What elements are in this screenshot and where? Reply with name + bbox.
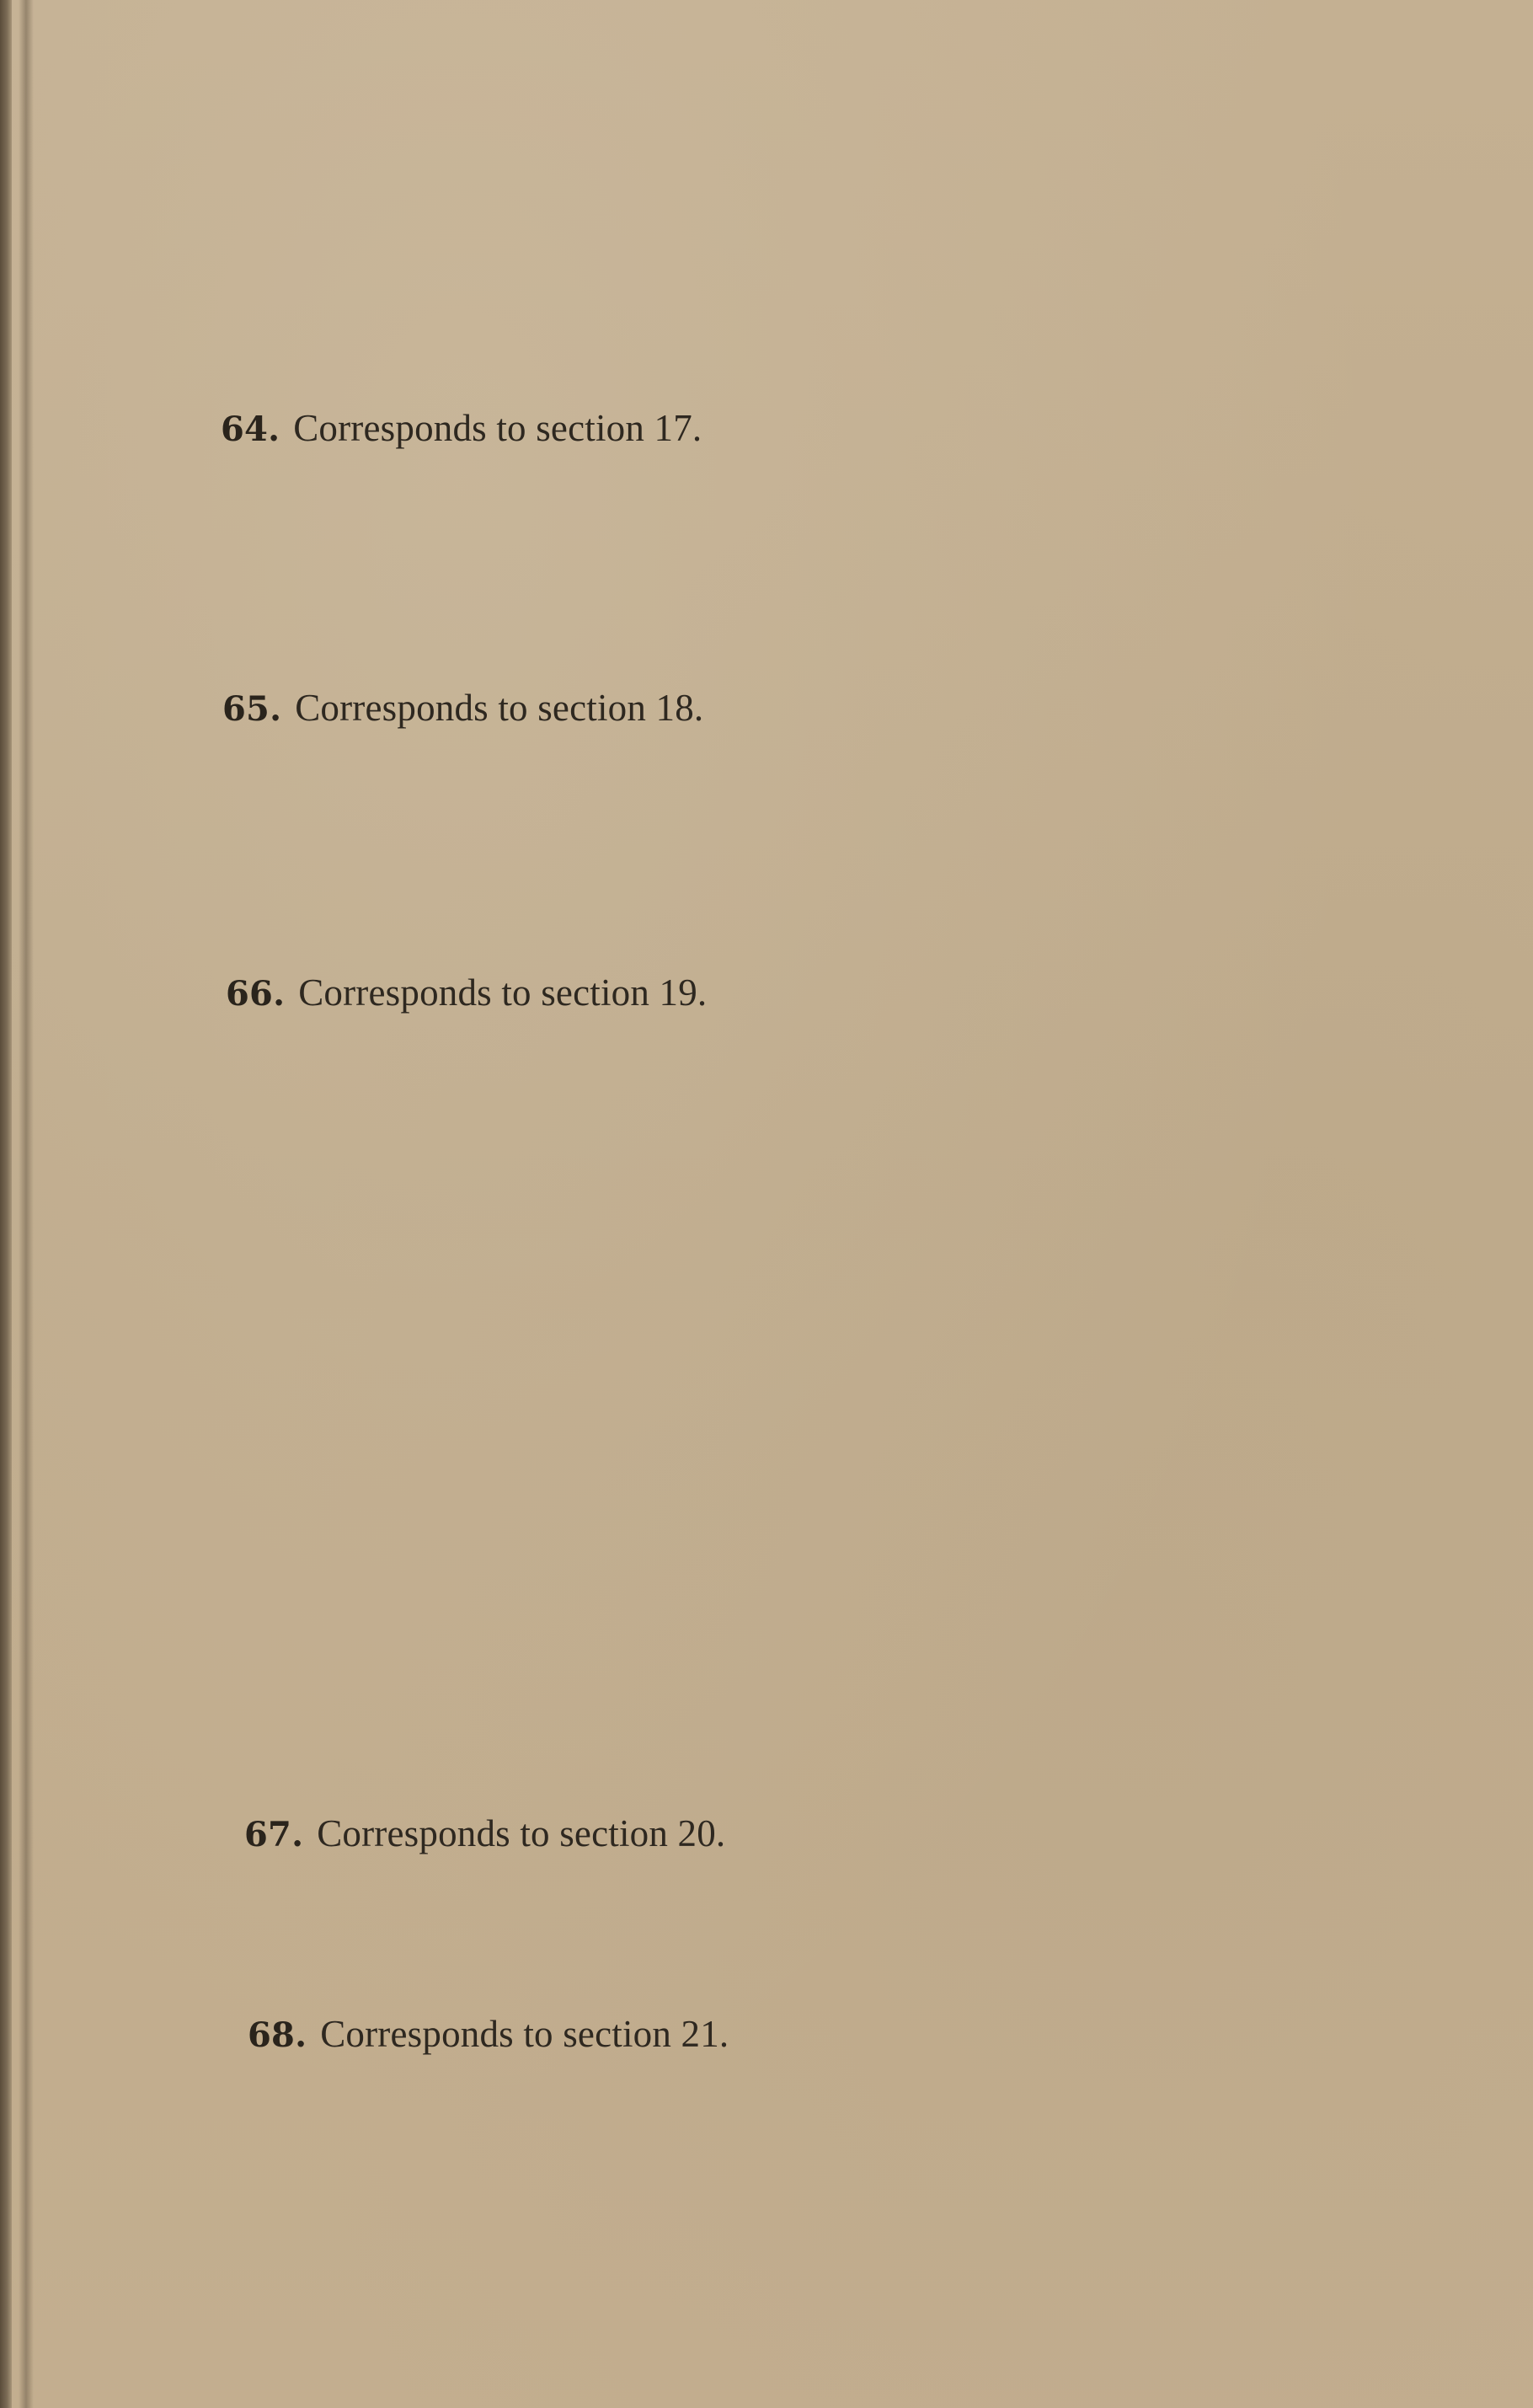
- entry-text: Corresponds to section 21.: [320, 2013, 729, 2055]
- entry-number: 65.: [222, 689, 282, 729]
- entry-number: 66.: [226, 974, 286, 1014]
- entry-number: 64.: [221, 409, 280, 449]
- page-gutter-shadow: [19, 0, 34, 2408]
- page-spine-edge: [0, 0, 12, 2408]
- entry-number: 68.: [248, 2015, 307, 2055]
- entry-65: [222, 686, 703, 730]
- entry-text: Corresponds to section 20.: [317, 1812, 726, 1854]
- entry-68: [248, 2012, 729, 2056]
- entry-text: Corresponds to section 19.: [298, 971, 708, 1014]
- entry-64: [221, 406, 702, 450]
- entry-text: Corresponds to section 18.: [295, 687, 704, 729]
- entry-67: [244, 1811, 725, 1855]
- entry-number: 67.: [244, 1815, 304, 1854]
- entry-66: [226, 971, 707, 1014]
- entry-text: Corresponds to section 17.: [293, 407, 702, 449]
